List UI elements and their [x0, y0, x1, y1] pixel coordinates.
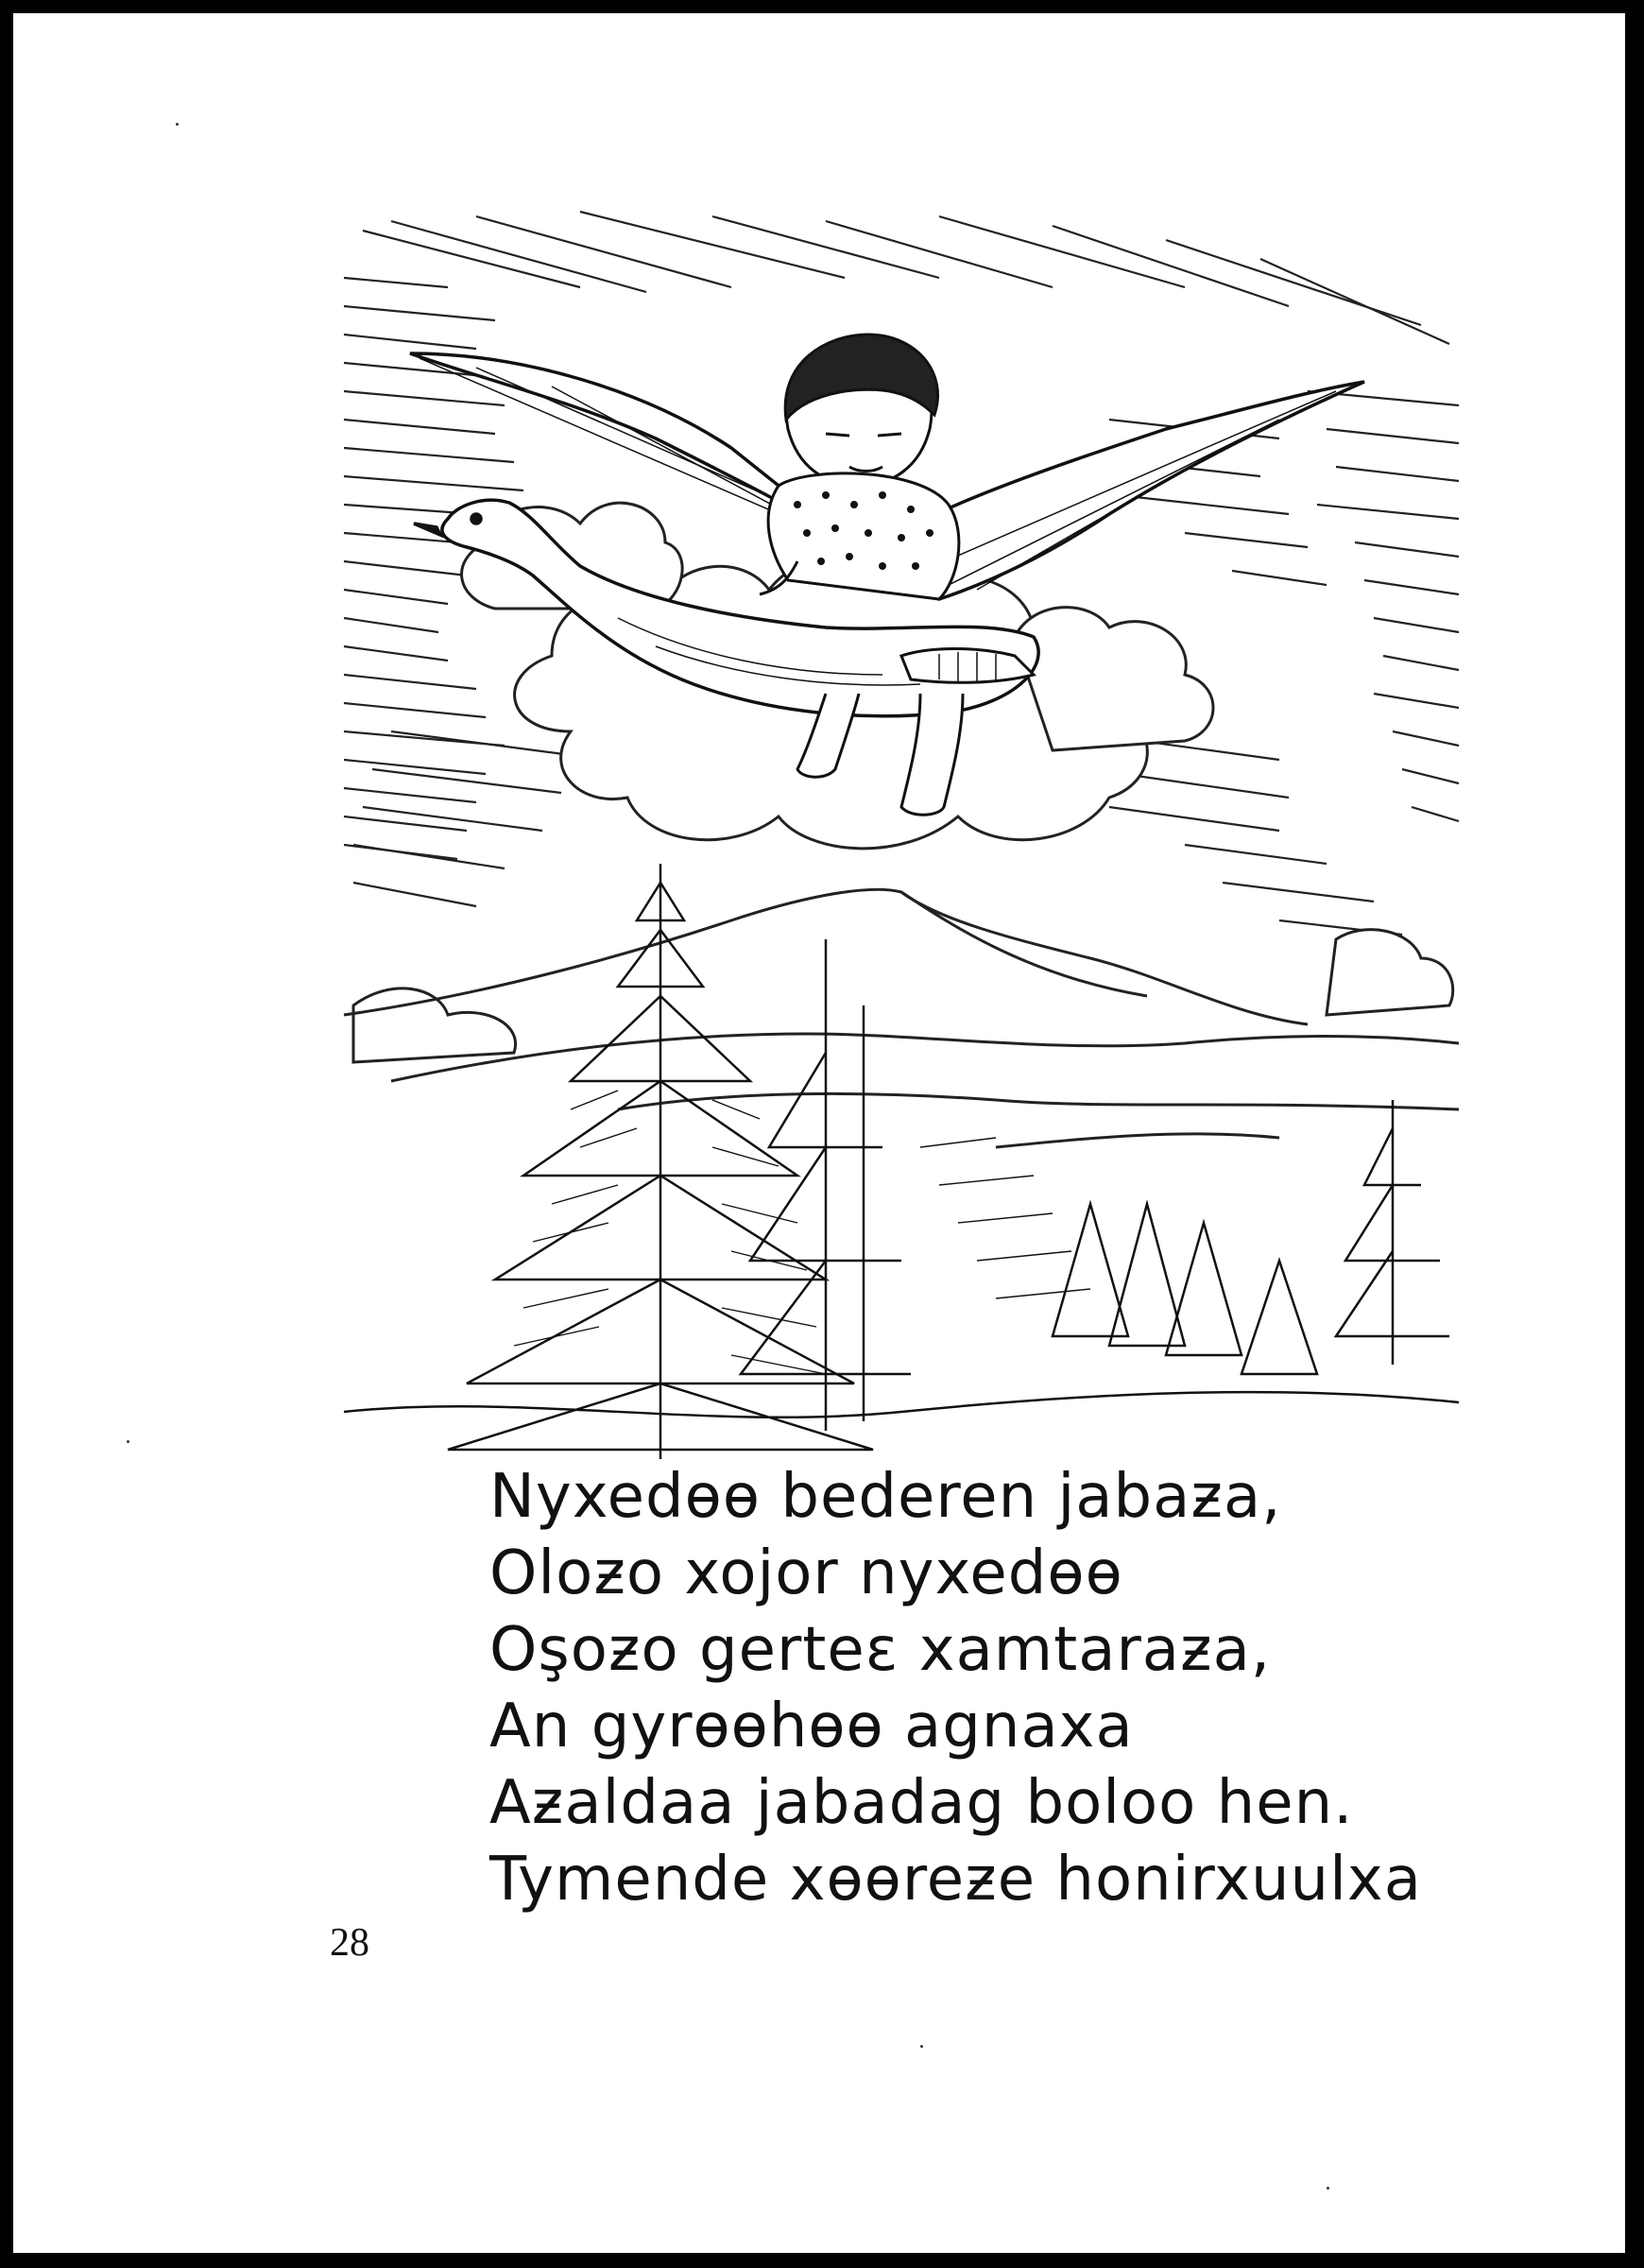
- scan-speck: [1327, 2187, 1329, 2190]
- poem-line: Oşoƶo gerteɛ xamtaraƶa,: [489, 1615, 1272, 1685]
- scan-speck: [176, 123, 179, 126]
- scan-speck: [920, 2045, 923, 2048]
- mountains: [344, 889, 1459, 1147]
- tree-foliage-texture: [514, 1091, 1090, 1374]
- poem-line: Nyxedɵɵ bederen jabaƶa,: [489, 1462, 1282, 1532]
- illustration-boy-on-goose: [334, 202, 1468, 1459]
- poem-line: An gyrɵɵhɵɵ agnaxa: [489, 1692, 1134, 1761]
- poem-line: Oloƶo xojor nyxedɵɵ: [489, 1538, 1123, 1608]
- book-page: [13, 13, 1625, 2253]
- fir-trees: [344, 864, 1459, 1459]
- poem-line: Aƶaldaa jabadag boloo hen.: [489, 1768, 1354, 1838]
- scan-speck: [127, 1440, 129, 1443]
- page-number: 28: [330, 1921, 369, 1965]
- poem-stanza: [489, 1459, 1434, 1918]
- poem-line: Tymende xɵɵreƶe honirxuulxa: [489, 1845, 1422, 1915]
